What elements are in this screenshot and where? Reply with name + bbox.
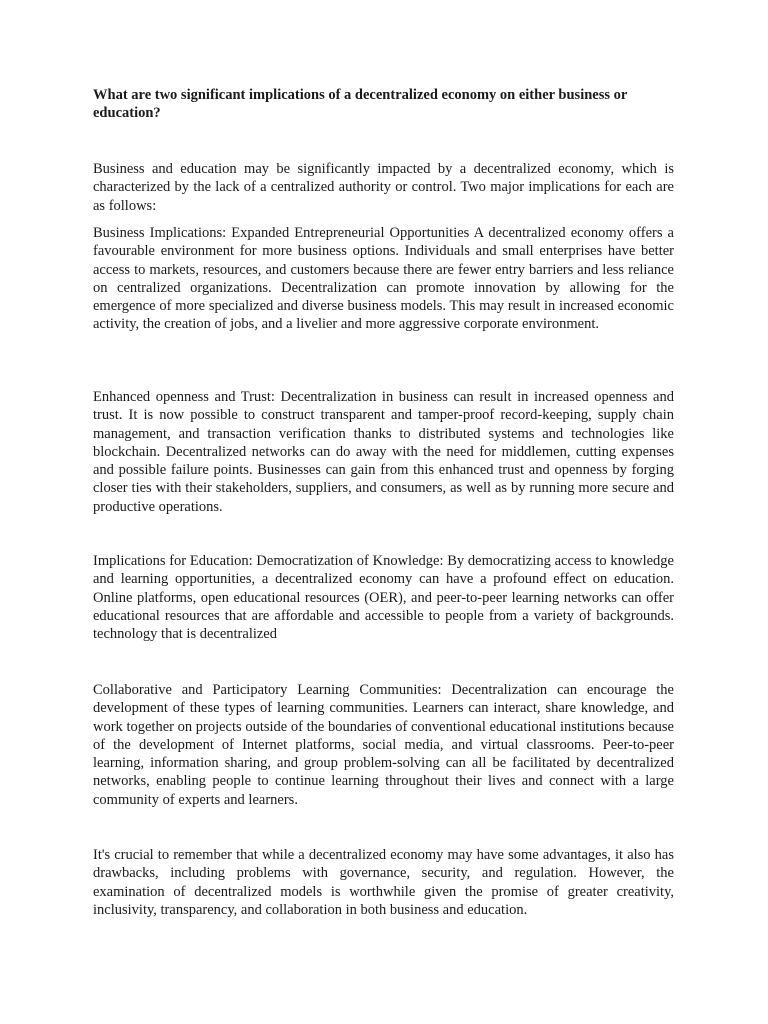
openness-trust-paragraph: Enhanced openness and Trust: Decentralization in business can result in increased openness and trust. It is now possible to construct transparent and tamper-proof record-keeping, supply chain management, and transaction verification thanks to distributed systems and technologies like blockchain. Decentralized networks can do away with the need for middlemen, cutting expenses and possible failure points. Businesses can gain from this enhanced trust and openness by forging closer ties with their stakeholders, suppliers, and consumers, as well as by running more secure and productive operations. [93, 389, 674, 515]
question-heading: What are two significant implications of a decentralized economy on either business or education? [93, 87, 628, 122]
conclusion-paragraph: It's crucial to remember that while a decentralized economy may have some advantages, it also has drawbacks, including problems with governance, security, and regulation. However, the examination of decentralized models is worthwhile given the promise of greater creativity, inclusivity, transparency, and collaboration in both business and education. [93, 847, 674, 918]
business-implications-paragraph: Business Implications: Expanded Entrepreneurial Opportunities A decentralized economy offers a favourable environment for more business options. Individuals and small enterprises have better access to markets, resources, and customers because there are fewer entry barriers and less reliance on centralized organizations. Decentralization can promote innovation by allowing for the emergence of more specialized and diverse business models. This may result in increased economic activity, the creation of jobs, and a livelier and more aggressive corporate environment. [93, 225, 674, 333]
learning-communities-paragraph: Collaborative and Participatory Learning Communities: Decentralization can encourage the development of these types of learning communities. Learners can interact, share knowledge, and work together on projects outside of the boundaries of conventional educational institutions because of the development of Internet platforms, social media, and virtual classrooms. Peer-to-peer learning, information sharing, and group problem-solving can all be facilitated by decentralized networks, enabling people to continue learning throughout their lives and connect with a large community of experts and learners. [93, 682, 674, 808]
intro-paragraph: Business and education may be significantly impacted by a decentralized economy, which is characterized by the lack of a centralized authority or control. Two major implications for each are as follows: [93, 161, 674, 214]
education-implications-paragraph: Implications for Education: Democratization of Knowledge: By democratizing access to knowledge and learning opportunities, a decentralized economy can have a profound effect on education. Online platforms, open educational resources (OER), and peer-to-peer learning networks can offer educational resources that are affordable and accessible to people from a variety of backgrounds. technology that is decentralized [93, 553, 674, 643]
